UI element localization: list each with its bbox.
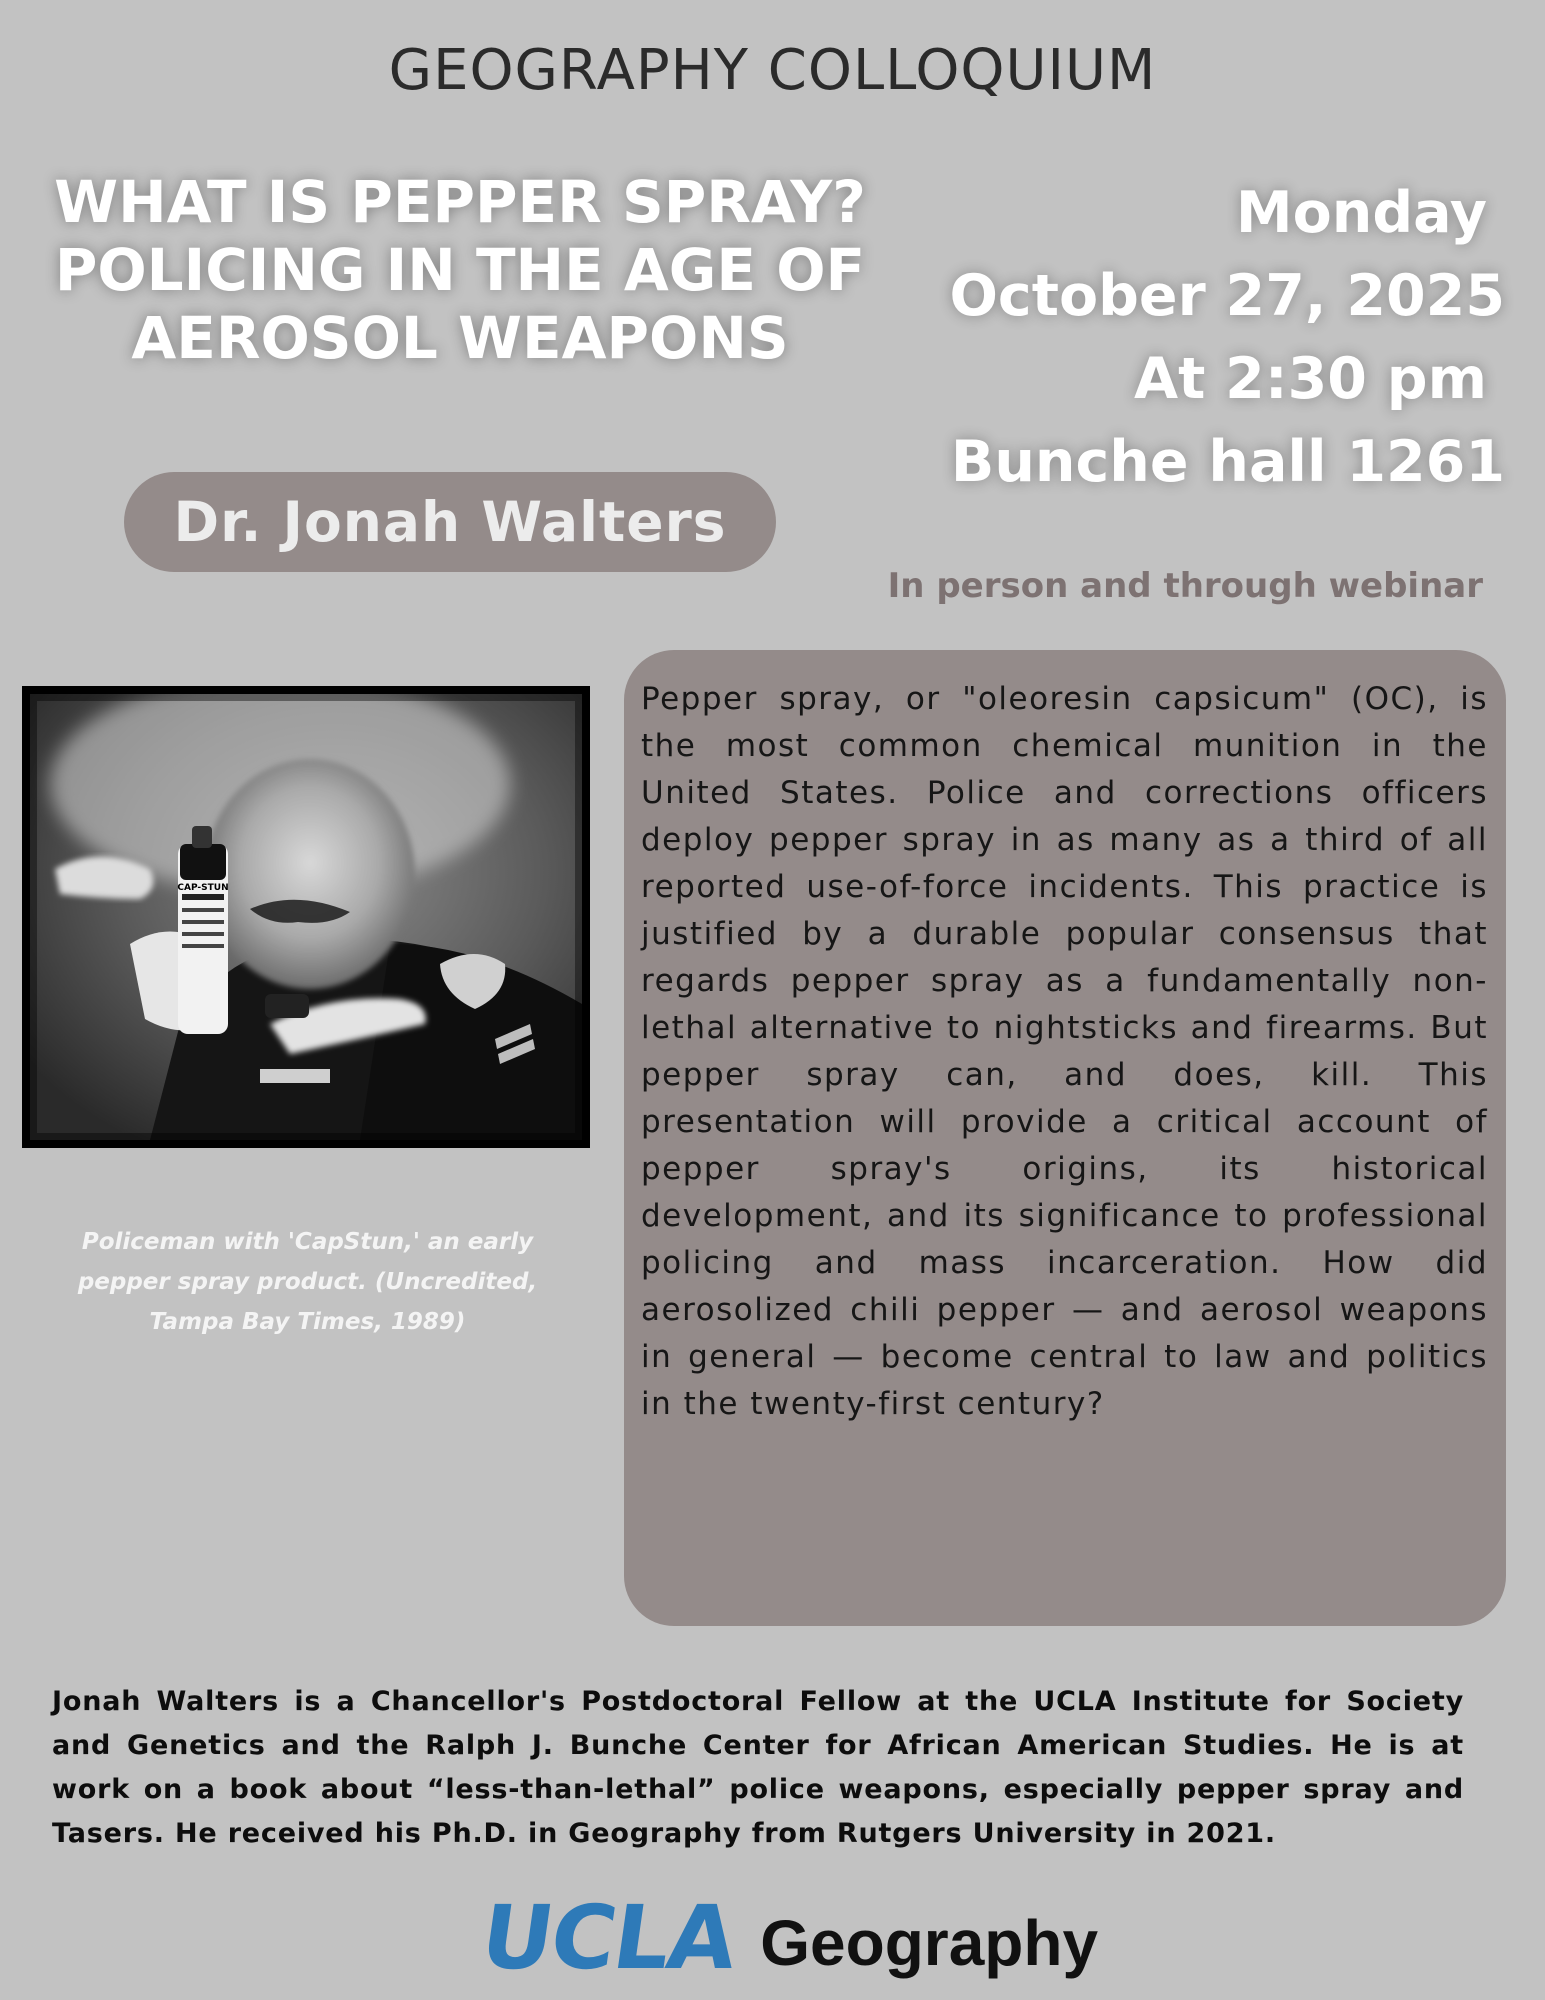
speaker-bio: Jonah Walters is a Chancellor's Postdoctoral Fellow at the UCLA Institute for Society and Genetics and the Ralph J. Bunche Center for African American Studies. He is at work on a book about “less-than-lethal” police weapons, especially pepper spray and Tasers. He received his Ph.D. in Geography from Rutgers University in 2021. xyxy=(52,1686,1464,1849)
logo-geography-wordmark: Geography xyxy=(760,1907,1099,1979)
colloquium-heading: GEOGRAPHY COLLOQUIUM xyxy=(388,38,1157,103)
speaker-badge xyxy=(124,472,776,572)
can-label: CAP-STUN xyxy=(177,883,229,893)
talk-title-line-3: AEROSOL WEAPONS xyxy=(131,304,789,372)
event-location: Bunche hall 1261 xyxy=(950,429,1505,495)
photo-policeman-image xyxy=(22,686,590,1148)
ucla-geography-logo xyxy=(474,1886,1099,1989)
event-details xyxy=(885,172,1505,504)
event-date: October 27, 2025 xyxy=(949,263,1505,329)
photo-caption: Policeman with 'CapStun,' an early pepper spray product. (Uncredited, Tampa Bay Times, 1989) xyxy=(77,1229,538,1335)
photo-illustration xyxy=(30,694,582,1140)
abstract-text: Pepper spray, or "oleoresin capsicum" (OC), is the most common chemical munition in the United States. Police and corrections officers deploy pepper spray in as many as a third of all reported use-of-force incidents. This practice is justified by a durable popular consensus that regards pepper spray as a fundamentally non-lethal alternative to nightsticks and firearms. But pepper spray can, and does, kill. This presentation will provide a critical account of pepper spray's origins, its historical development, and its significance to professional policing and mass incarceration. How did aerosolized chili pepper — and aerosol weapons in general — become central to law and politics in the twenty-first century? xyxy=(641,681,1488,1422)
talk-title-line-1: WHAT IS PEPPER SPRAY? xyxy=(54,168,866,236)
event-format: In person and through webinar xyxy=(887,566,1483,606)
event-day: Monday xyxy=(1235,180,1487,246)
speaker-name: Dr. Jonah Walters xyxy=(173,490,727,554)
event-time: At 2:30 pm xyxy=(1133,346,1487,412)
abstract-panel xyxy=(624,650,1506,1626)
talk-title xyxy=(20,168,900,372)
logo-ucla-wordmark: UCLA xyxy=(474,1886,742,1989)
talk-title-line-2: POLICING IN THE AGE OF xyxy=(54,236,866,304)
